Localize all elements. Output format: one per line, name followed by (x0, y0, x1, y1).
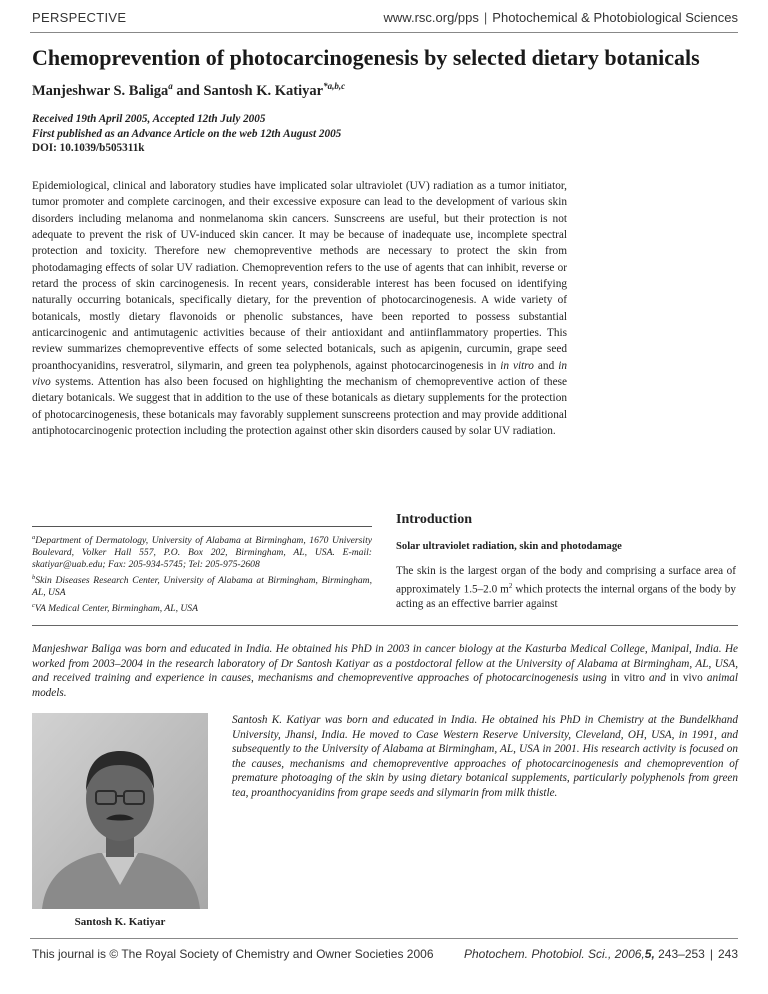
published-date: First published as an Advance Article on the web 12th August 2005 (32, 127, 342, 140)
author-affiliation-mark: a (168, 81, 173, 91)
abstract-text: and (533, 359, 559, 372)
bio-upright-text: in vivo (669, 672, 703, 685)
affiliation-item (32, 532, 372, 571)
article-title: Chemoprevention of photocarcinogenesis by selected dietary botanicals (32, 45, 700, 70)
affiliations (32, 532, 372, 616)
abstract (32, 178, 567, 440)
author-portrait-image (32, 713, 208, 909)
subsection-heading: Solar ultraviolet radiation, skin and photodamage (396, 541, 622, 552)
journal-header (384, 10, 738, 25)
footer-rule (30, 938, 738, 939)
affiliation-text: Department of Dermatology, University of Alabama at Birmingham, 1670 University Boulevard, Volker Hall 557, P.O. Box 202, Birmingham, AL, USA. E-mail: skatiyar@uab.edu; Fax: 205-934-5745; Tel: 205-975-2608 (32, 535, 372, 570)
author-photo (32, 713, 208, 909)
author-line (32, 81, 345, 100)
section-label: PERSPECTIVE (32, 10, 127, 25)
intro-paragraph (396, 564, 736, 612)
copyright-text: The Royal Society of Chemistry and Owner Societies 2006 (121, 947, 434, 961)
citation-year: 2006, (614, 947, 645, 961)
biography-rule (32, 625, 738, 626)
bio-text: Manjeshwar Baliga was born and educated in India. He obtained his PhD in 2003 in cancer biology at the Kasturba Medical College, Manipal, India. He worked from 2003–2004 in the research laboratory of Dr Santosh Katiyar as a postdoctoral fellow at the University of Alabama at Birmingham, AL, USA, and received training and experience in causes, mechanisms and chemopreventive approaches of photocarcinogenesis using (32, 643, 738, 685)
bio-upright-text: in vitro (610, 672, 645, 685)
affiliation-item (32, 572, 372, 599)
citation-volume: 5, (644, 947, 655, 961)
affiliation-rule (32, 526, 372, 527)
article-dates (32, 112, 341, 156)
affiliation-mark: b (32, 573, 36, 581)
doi[interactable]: DOI: 10.1039/b505311k (32, 142, 145, 155)
abstract-text: systems. Attention has also been focused on highlighting the mechanism of chemopreventive action of these dietary botanicals. We suggest that in addition to the use of these botanicals as dietary supplements for the protection of photocarcinogenesis, these botanicals may favorably supplement sunscreens protection and may provide additional antiphotocarcinogenic protection including the protection against other skin disorders caused by solar UV radiation. (32, 376, 567, 438)
page-number: 243 (717, 947, 738, 961)
footer-separator: | (709, 947, 713, 961)
author-biography (32, 642, 738, 700)
bio-text: and (644, 672, 670, 685)
journal-citation: Photochem. Photobiol. Sci., (463, 947, 612, 961)
journal-name: Photochemical & Photobiological Sciences (492, 10, 738, 25)
intro-text: which protects the internal organs of the body by acting as an effective barrier against (396, 583, 736, 610)
bio-text: animal models. (32, 672, 738, 699)
affiliation-text: VA Medical Center, Birmingham, AL, USA (34, 603, 198, 615)
citation-pages: 243–253 (658, 947, 705, 961)
header-separator: | (483, 10, 488, 25)
copyright-icon: © (109, 947, 119, 961)
journal-url[interactable]: www.rsc.org/pps (383, 10, 479, 25)
abstract-italic: in vivo (32, 359, 567, 389)
abstract-italic: in vitro (500, 359, 534, 372)
author-biography: Santosh K. Katiyar was born and educated in India. He obtained his PhD in Chemistry at the Bundelkhand University, Jhansi, India. He moved to Case Western Reserve University, Cleveland, OH, USA, in 1991, and subsequently to the University of Alabama at Birmingham, AL, USA in 2001. His research activity is focused on the causes, mechanisms and chemopreventive approaches of photocarcinogenesis and chemoprevention of premature photoaging of the skin by using dietary botanical supplements, particularly polyphenols from green tea, proanthocyanidins from grape seeds and silymarin from milk thistle. (232, 714, 738, 799)
affiliation-mark: a (32, 534, 36, 541)
abstract-text: Epidemiological, clinical and laboratory studies have implicated solar ultraviolet (UV) radiation as a tumor initiator, tumor promoter and complete carcinogen, and their excessive exposure can lead to the development of various skin disorders including melanoma and nonmelanoma skin cancers. Sunscreens are useful, but their protection is not adequate to prevent the risk of UV-induced skin cancer. It may be because of inadequate use, incomplete spectral protection and toxicity. Therefore new chemopreventive methods are necessary to protect the skin from photodamaging effects of solar UV radiation. Chemoprevention refers to the use of agents that can inhibit, reverse or retard the process of skin carcinogenesis. In recent years, considerable interest has been focused on identifying naturally occurring botanicals, specifically dietary, for the prevention of photocarcinogenesis. A wide variety of botanicals, mostly dietary flavonoids or phenolic substances, have been reported to possess substantial anticarcinogenic and antimutagenic activities because of their antioxidant and antiinflammatory properties. This review summarizes chemopreventive effects of some selected botanicals, such as apigenin, curcumin, grape seed proanthocyanidins, resveratrol, silymarin, and green tea polyphenols, against photocarcinogenesis in (32, 180, 567, 372)
copyright-line (32, 947, 434, 961)
superscript: 2 (508, 581, 513, 590)
affiliation-text: Skin Diseases Research Center, University of Alabama at Birmingham, Birmingham, AL, USA (32, 575, 372, 598)
author-conjunction: and (172, 82, 204, 99)
section-heading: Introduction (396, 512, 472, 527)
affiliation-item (32, 600, 372, 615)
citation-line (464, 947, 738, 961)
affiliation-mark: c (32, 601, 35, 609)
author-affiliation-mark: *a,b,c (323, 81, 346, 91)
photo-caption: Santosh K. Katiyar (74, 916, 166, 928)
intro-text: The skin is the largest organ of the body and comprising a surface area of approximately 1.5–2.0 m (396, 565, 736, 596)
header-rule (30, 32, 738, 33)
received-date: Received 19th April 2005, Accepted 12th July 2005 (32, 113, 266, 125)
author-name: Santosh K. Katiyar (203, 82, 324, 99)
author-name: Manjeshwar S. Baliga (32, 82, 169, 99)
copyright-text: This journal is (32, 947, 107, 961)
